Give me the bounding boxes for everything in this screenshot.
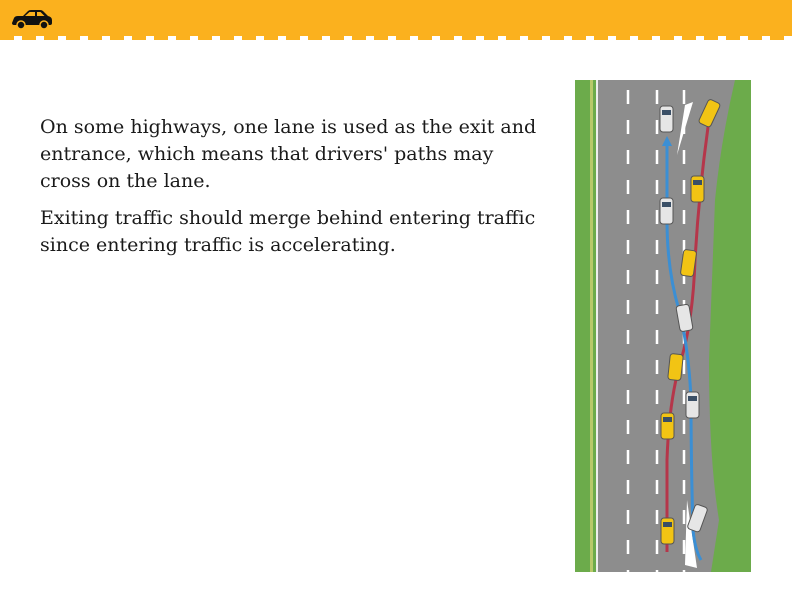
paragraph-merge-rule: Exiting traffic should merge behind entering traffic since entering traffic is accelerating.: [40, 207, 536, 256]
paragraph-shared-lane: On some highways, one lane is used as the exit and entrance, which means that drivers' paths may cross on the lane.: [40, 116, 537, 192]
car-icon: [10, 8, 54, 30]
highway-merge-illustration: [575, 80, 751, 572]
body-text: [40, 114, 550, 269]
header-bar: [0, 0, 792, 36]
header-divider: [0, 36, 792, 40]
